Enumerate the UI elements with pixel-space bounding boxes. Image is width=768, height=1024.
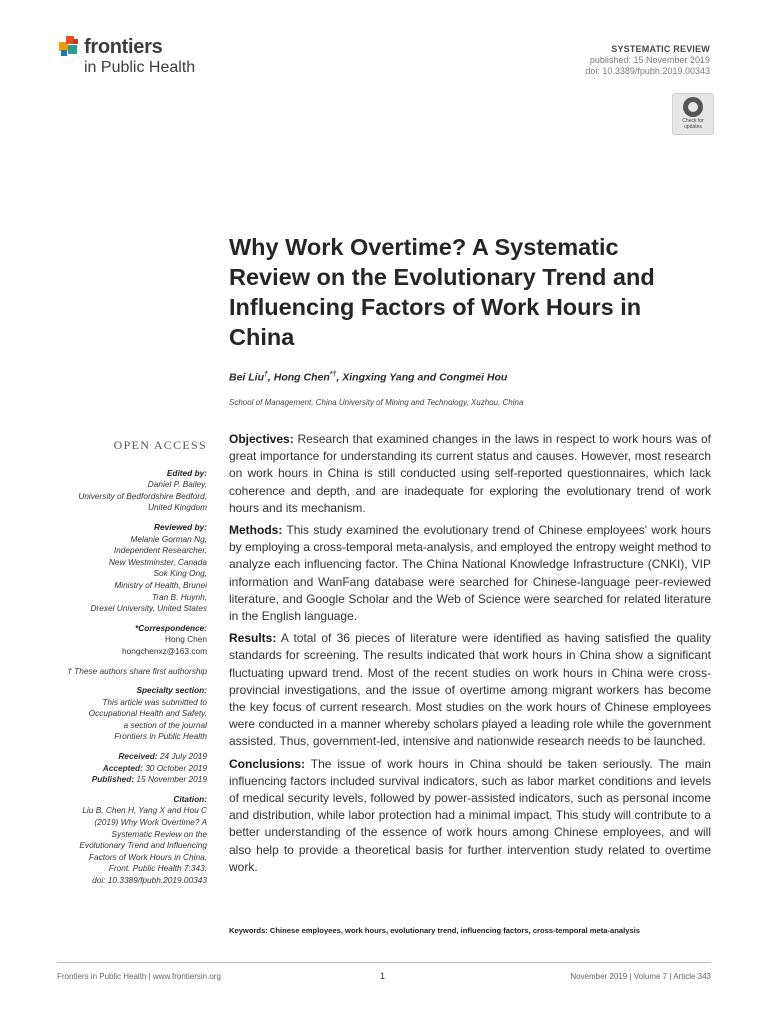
specialty-line: Occupational Health and Safety, (88, 708, 207, 719)
abstract-results (229, 630, 711, 750)
doi-link[interactable]: doi: 10.3389/fpubh.2019.00343 (585, 66, 710, 76)
citation-doi[interactable]: doi: 10.3389/fpubh.2019.00343 (92, 875, 207, 885)
footer-journal-link[interactable]: Frontiers in Public Health | www.frontiersin.org (57, 972, 221, 981)
author-list: Bei Liu†, Hong Chen*†, Xingxing Yang and Congmei Hou (229, 371, 508, 384)
citation-line: Factors of Work Hours in China. (88, 851, 207, 862)
abstract (229, 431, 711, 881)
edited-by-section (40, 468, 207, 514)
author-name[interactable]: Hong Chen (273, 371, 330, 384)
published-date: published: 15 November 2019 (589, 55, 710, 65)
reviewer-line: New Westminster, Canada (108, 556, 207, 567)
correspondence-email[interactable]: hongchenxz@163.com (122, 645, 207, 656)
results-text: A total of 36 pieces of literature were identified as having satisfied the quality standards for screening. The results indicated that work hours in China show a significant fluctuating upward trend. Most of the recent studies on work hours in China were cross-provincial investigations, and the issue of overtime among migrant workers has become the key focus of current research. Most studies on the work hours of Chinese employees were conducted in a manner whereby scholars played a leading role while the government assisted. Thus, government-led, intensive and nationwide research needs to be launched. (229, 631, 712, 749)
citation-label: Citation: (173, 793, 207, 804)
abstract-methods (229, 522, 711, 625)
citation-line: Front. Public Health 7:343. (108, 863, 207, 874)
reviewer-line: Independent Researcher, (113, 545, 207, 556)
reviewer-line: Drexel University, United States (90, 603, 207, 614)
citation-line: Systematic Review on the (111, 828, 207, 839)
objectives-text: Research that examined changes in the laws in respect to work hours was of great importance for understanding its current status and causes. However, most research on work hours in China is still conducted using self-reported questionnaires, which lack coherence and depth, and are inadequate for exploring the evolutionary trend of work hours and its mechanism. (229, 432, 711, 515)
reviewer-line[interactable]: Melanie Gorman Ng, (130, 533, 207, 544)
dates-section (40, 751, 207, 786)
frontiers-logo-icon (57, 34, 81, 58)
check-for-updates-button[interactable] (672, 93, 714, 135)
specialty-line: This article was submitted to (102, 696, 207, 707)
editor-line[interactable]: Daniel P. Bailey, (147, 479, 207, 490)
reviewer-line: Ministry of Health, Brunei (114, 579, 207, 590)
published-date-side: Published: 15 November 2019 (91, 774, 207, 785)
correspondence-section (40, 623, 207, 658)
received-date: Received: 24 July 2019 (118, 751, 207, 762)
accepted-date: Accepted: 30 October 2019 (102, 762, 207, 773)
logo-brand-text: frontiers (84, 36, 163, 58)
article-title: Why Work Overtime? A Systematic Review on the Evolutionary Trend and Influencing Factors of Work Hours in China (229, 234, 655, 350)
article-meta (585, 44, 710, 77)
editor-line: University of Bedfordshire Bedford, (78, 490, 207, 501)
author-mark: *† (329, 371, 337, 378)
correspondence-name: Hong Chen (165, 634, 207, 645)
edited-by-label: Edited by: (166, 467, 207, 478)
shared-authorship-note: † These authors share first authorship (67, 665, 207, 676)
page-number: 1 (380, 971, 386, 981)
check-updates-text-1: Check for (682, 118, 704, 124)
reviewed-by-label: Reviewed by: (153, 521, 207, 532)
check-updates-icon (683, 97, 703, 117)
footer-divider (57, 962, 711, 963)
reviewer-line[interactable]: Sok King Ong, (153, 568, 207, 579)
footer-issue-info: November 2019 | Volume 7 | Article 343 (570, 972, 711, 981)
specialty-label: Specialty section: (136, 685, 207, 696)
author-name[interactable]: Bei Liu (229, 371, 265, 384)
specialty-line: Frontiers in Public Health (114, 731, 207, 742)
correspondence-label: *Correspondence: (135, 622, 207, 633)
methods-text: This study examined the evolutionary trend of Chinese employees' work hours by employing a cross-temporal meta-analysis, and employed the entropy weight method to analyze each influencing factor. The China National Knowledge Infrastructure (CNKI), VIP information and WanFang database were searched for Chinese-language peer-reviewed literature, and Google Scholar and the Web of Science were searched for related literature in the English language. (229, 523, 711, 624)
journal-logo[interactable] (57, 32, 227, 82)
citation-line: Evolutionary Trend and Influencing (79, 840, 207, 851)
logo-journal-text: in Public Health (84, 59, 196, 76)
article-type: SYSTEMATIC REVIEW (611, 44, 710, 54)
abstract-objectives (229, 431, 711, 517)
affiliation: School of Management, China University of Mining and Technology, Xuzhou, China (229, 398, 524, 407)
reviewed-by-section (40, 522, 207, 615)
citation-line: Liu B, Chen H, Yang X and Hou C (82, 805, 207, 816)
editor-line: United Kingdom (147, 502, 207, 513)
methods-heading: Methods: (229, 523, 283, 538)
author-mark: † (264, 371, 268, 378)
objectives-heading: Objectives: (229, 432, 294, 446)
open-access-label: OPEN ACCESS (113, 438, 207, 452)
author-name[interactable]: Xingxing Yang and Congmei Hou (342, 371, 508, 384)
conclusions-text: The issue of work hours in China should be taken seriously. The main influencing factors included survival indicators, such as labor market conditions and levels of medical security levels, followed by power-assisted indicators, such as personal income and distribution, while labor protection had a minimal impact. This study will contribute to a better understanding of the essence of work hours among Chinese employees, and will also help to provide a theoretical basis for further intervention study related to overtime work. (229, 756, 711, 874)
citation-section (40, 794, 207, 887)
reviewer-line[interactable]: Tran B. Huynh, (151, 591, 207, 602)
specialty-section (40, 685, 207, 743)
results-heading: Results: (229, 631, 277, 646)
abstract-conclusions (229, 756, 711, 876)
article-sidebar (40, 440, 207, 895)
specialty-line: a section of the journal (123, 719, 207, 730)
conclusions-heading: Conclusions: (229, 756, 306, 771)
keywords: Keywords: Chinese employees, work hours, evolutionary trend, influencing factors, cross-temporal meta-analysis (229, 926, 641, 935)
citation-line: (2019) Why Work Overtime? A (94, 817, 207, 828)
check-updates-text-2: updates (684, 124, 702, 130)
